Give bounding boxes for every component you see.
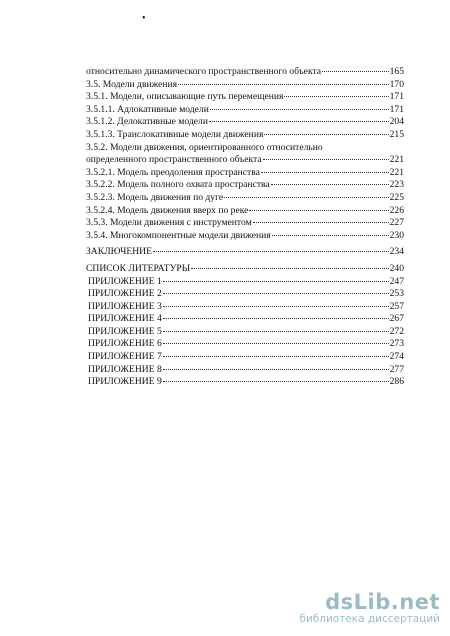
toc-entry-title: ПРИЛОЖЕНИЕ 4	[88, 313, 162, 325]
toc-entry-appendix	[86, 313, 404, 326]
toc-entry-title: 3.5.2.2. Модель полного охвата пространства	[86, 179, 270, 191]
toc-entry-title: 3.5.4. Многокомпонентные модели движения	[86, 229, 271, 241]
toc-entry-page: 272	[389, 325, 404, 337]
toc-entry-title: 3.5.2.3. Модель движения по дуге	[86, 191, 224, 203]
toc-entry-page: 171	[389, 91, 404, 103]
toc-entry-title-line1: 3.5.2. Модели движения, ориентированного относительно	[86, 141, 323, 153]
toc-entry-title: 3.5.1. Модели, описывающие путь перемещения	[86, 91, 284, 103]
dot-leader	[178, 84, 389, 85]
toc-entry	[86, 142, 404, 167]
toc-entry-page: 267	[389, 313, 404, 325]
toc-entry-title: ПРИЛОЖЕНИЕ 1	[88, 275, 162, 287]
toc-entry-page: 227	[389, 217, 404, 229]
toc-entry	[86, 66, 404, 79]
toc-entry-title: ЗАКЛЮЧЕНИЕ	[86, 246, 152, 258]
dot-leader	[163, 281, 389, 282]
toc-entry	[86, 167, 404, 180]
toc-entry-title: ПРИЛОЖЕНИЕ 5	[88, 325, 162, 337]
toc-entry-title: 3.5.2.1. Модель преодоления пространства	[86, 166, 260, 178]
toc-entry-page: 221	[389, 154, 404, 166]
dot-leader	[163, 293, 389, 294]
toc-entry-appendix	[86, 351, 404, 364]
toc-entry-title: ПРИЛОЖЕНИЕ 3	[88, 300, 162, 312]
toc-entry-title: 3.5. Модели движения	[86, 78, 178, 90]
dot-leader	[271, 184, 389, 185]
toc-entry-page: 225	[389, 191, 404, 203]
dot-leader	[224, 197, 388, 198]
page-mark: •	[142, 13, 146, 24]
watermark-logo: dsLib.net	[325, 590, 440, 614]
toc-entry-page: 257	[389, 300, 404, 312]
toc-entry-page: 230	[389, 229, 404, 241]
toc-entry-page: 274	[389, 351, 404, 363]
dot-leader	[153, 251, 389, 252]
toc-entry-page: 247	[389, 275, 404, 287]
dot-leader	[163, 381, 389, 382]
toc-entry-page: 286	[389, 376, 404, 388]
toc-entry-page: 215	[389, 128, 404, 140]
toc-entry	[86, 129, 404, 142]
toc-entry-appendix	[86, 376, 404, 389]
toc-entry	[86, 179, 404, 192]
toc-entry	[86, 230, 404, 243]
toc-entry-title: 3.5.2.4. Модель движения вверх по реке	[86, 204, 249, 216]
toc-entry	[86, 217, 404, 230]
dot-leader	[163, 356, 389, 357]
dot-leader	[253, 222, 389, 223]
dot-leader	[261, 172, 389, 173]
toc-entry-title: 3.5.3. Модели движения с инструментом	[86, 217, 252, 229]
dot-leader	[210, 109, 389, 110]
dot-leader	[191, 268, 389, 269]
toc-entry	[86, 205, 404, 218]
toc-entry-title: 3.5.1.1. Адлокативные модели	[86, 103, 209, 115]
toc-entry-page: 204	[389, 116, 404, 128]
toc-entry-appendix	[86, 326, 404, 339]
toc-entry	[86, 79, 404, 92]
toc-entry-title: ПРИЛОЖЕНИЕ 8	[88, 363, 162, 375]
dot-leader	[263, 159, 389, 160]
dot-leader	[322, 71, 389, 72]
toc-entry-title: ПРИЛОЖЕНИЕ 7	[88, 351, 162, 363]
dot-leader	[249, 210, 388, 211]
toc-entry-page: 234	[389, 246, 404, 258]
toc-entry-conclusion	[86, 246, 404, 259]
toc-entry-title: ПРИЛОЖЕНИЕ 9	[88, 376, 162, 388]
toc-entry-appendix	[86, 338, 404, 351]
toc-entry-appendix	[86, 301, 404, 314]
toc-entry-title: ПРИЛОЖЕНИЕ 2	[88, 288, 162, 300]
dot-leader	[163, 343, 389, 344]
watermark	[299, 591, 440, 626]
toc-entry-page: 226	[389, 204, 404, 216]
toc-entry-page: 277	[389, 363, 404, 375]
dot-leader	[264, 134, 388, 135]
toc-entry-title: 3.5.1.2. Делокативные модели	[86, 116, 208, 128]
dot-leader	[209, 121, 389, 122]
toc-entry-page: 240	[389, 262, 404, 274]
watermark-subtitle: библиотека диссертаций	[299, 613, 440, 625]
dot-leader	[272, 235, 389, 236]
toc-entry	[86, 116, 404, 129]
toc-entry-appendix	[86, 364, 404, 377]
toc-entry-title: относительно динамического пространственного объекта	[86, 66, 322, 77]
toc-entry-appendix	[86, 276, 404, 289]
toc-entry-page: 165	[389, 66, 404, 77]
toc-entry-line2	[86, 154, 404, 167]
toc-entry	[86, 91, 404, 104]
toc-entry-page: 273	[389, 338, 404, 350]
dot-leader	[284, 96, 388, 97]
toc-entry-page: 253	[389, 288, 404, 300]
toc-entry-title: СПИСОК ЛИТЕРАТУРЫ	[86, 262, 191, 274]
toc-entry-page: 171	[389, 103, 404, 115]
toc-entry	[86, 192, 404, 205]
dot-leader	[163, 318, 389, 319]
toc-entry-page: 223	[389, 179, 404, 191]
toc-entry-title: ПРИЛОЖЕНИЕ 6	[88, 338, 162, 350]
dot-leader	[163, 331, 389, 332]
dot-leader	[163, 306, 389, 307]
toc-entry-page: 170	[389, 78, 404, 90]
toc-entry-title: определенного пространственного объекта	[86, 154, 262, 166]
dot-leader	[163, 369, 389, 370]
toc-entry	[86, 104, 404, 117]
toc-entry-appendix	[86, 288, 404, 301]
toc-entry-title: 3.5.1.3. Транслокативные модели движения	[86, 128, 264, 140]
toc-entry-page: 221	[389, 166, 404, 178]
toc-entry-references	[86, 263, 404, 276]
table-of-contents	[86, 66, 404, 389]
